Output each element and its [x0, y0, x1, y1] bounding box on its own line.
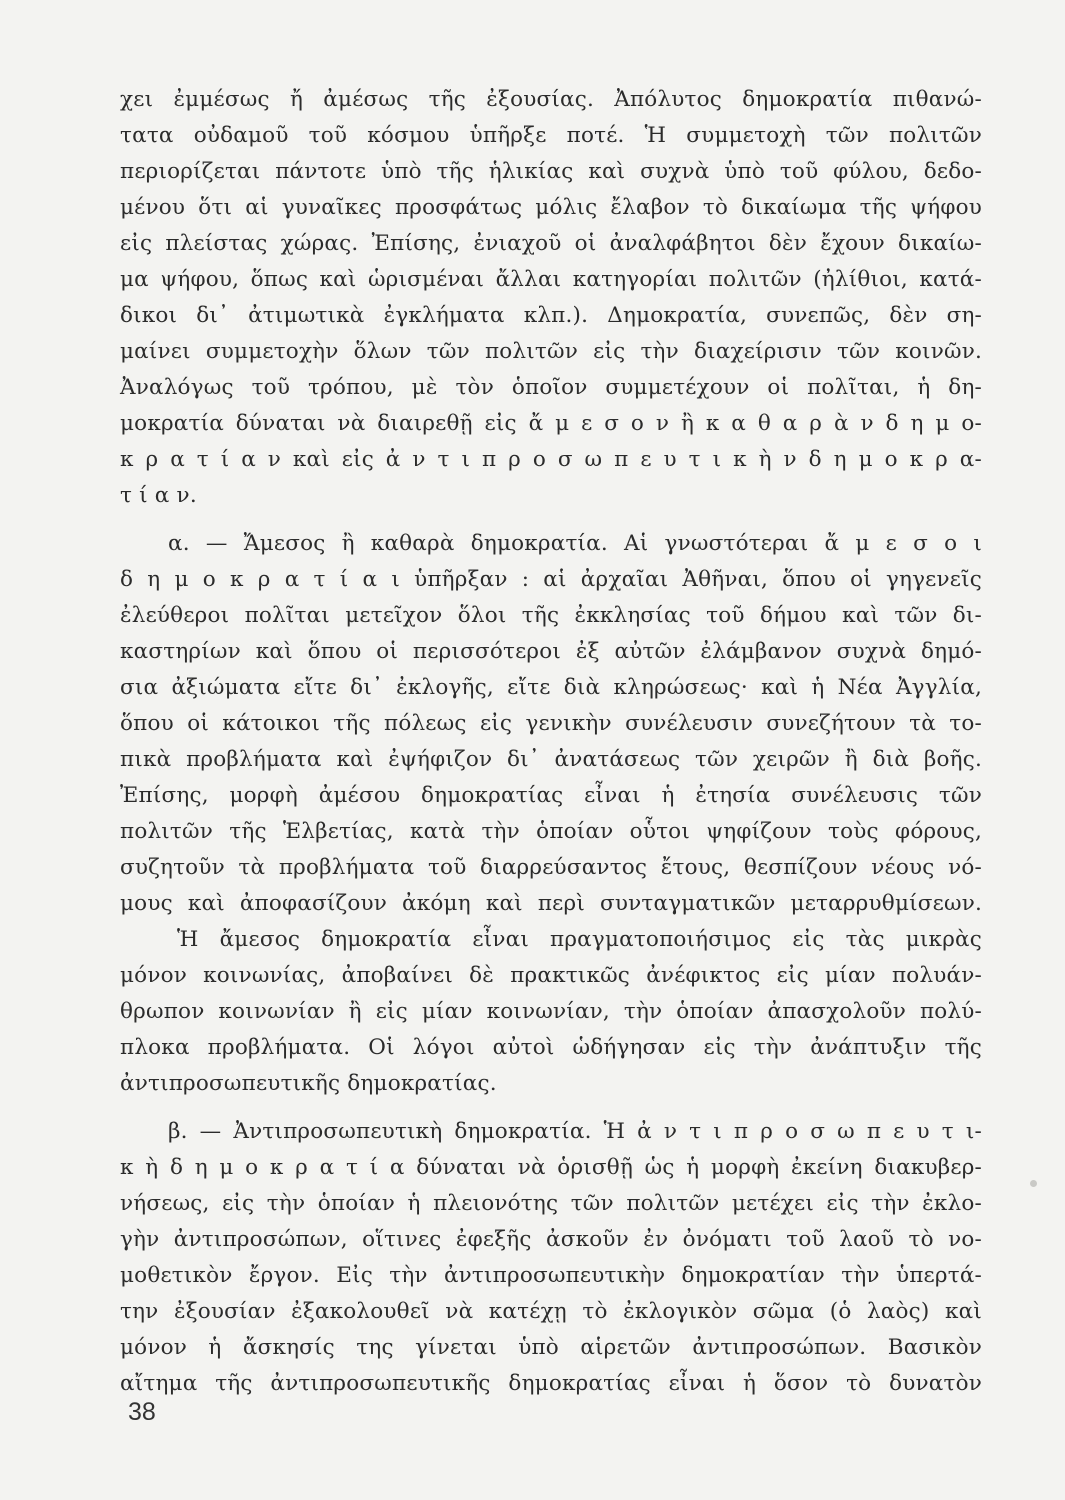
text-line: την ἐξουσίαν ἐξακολουθεῖ νὰ κατέχῃ τὸ ἐκλογικὸν σῶμα (ὁ λαὸς) καὶ	[120, 1299, 982, 1324]
text-line: ὅπου οἱ κάτοικοι τῆς πόλεως εἰς γενικὴν συνέλευσιν συνεζήτουν τὰ το-	[120, 711, 982, 736]
text-line: Ἡ ἄμεσος δημοκρατία εἶναι πραγματοποιήσιμος εἰς τὰς μικρὰς	[177, 927, 982, 952]
text-line: τατα οὐδαμοῦ τοῦ κόσμου ὑπῆρξε ποτέ. Ἡ συμμετοχὴ τῶν πολιτῶν	[120, 123, 982, 148]
text-line: τ ί α ν.	[120, 483, 197, 508]
text-line: Ἀναλόγως τοῦ τρόπου, μὲ τὸν ὁποῖον συμμετέχουν οἱ πολῖται, ἡ δη-	[120, 375, 982, 400]
page-number: 38	[128, 1398, 156, 1426]
text-line: καστηρίων καὶ ὅπου οἱ περισσότεροι ἐξ αὐτῶν ἐλάμβανον συχνὰ δημό-	[120, 639, 982, 664]
text-line: δ η μ ο κ ρ α τ ί α ι ὑπῆρξαν : αἱ ἀρχαῖαι Ἀθῆναι, ὅπου οἱ γηγενεῖς	[120, 567, 982, 592]
text-line: πλοκα προβλήματα. Οἱ λόγοι αὐτοὶ ὡδήγησαν εἰς τὴν ἀνάπτυξιν τῆς	[120, 1035, 982, 1060]
text-line: μόνον κοινωνίας, ἀποβαίνει δὲ πρακτικῶς ἀνέφικτος εἰς μίαν πολυάν-	[120, 963, 982, 988]
text-line: μένου ὅτι αἱ γυναῖκες προσφάτως μόλις ἔλαβον τὸ δικαίωμα τῆς ψήφου	[120, 195, 982, 220]
text-line: γὴν ἀντιπροσώπων, οἵτινες ἐφεξῆς ἀσκοῦν ἐν ὀνόματι τοῦ λαοῦ τὸ νο-	[120, 1227, 982, 1252]
section-heading-alpha: α. — Ἄμεσος ἢ καθαρὰ δημοκρατία. Αἱ γνωστότεραι ἄ μ ε σ ο ι	[168, 531, 982, 556]
text-line: μους καὶ ἀποφασίζουν ἀκόμη καὶ περὶ συνταγματικῶν μεταρρυθμίσεων.	[120, 891, 982, 916]
text-line: μα ψήφου, ὅπως καὶ ὡρισμέναι ἄλλαι κατηγορίαι πολιτῶν (ἠλίθιοι, κατά-	[120, 267, 982, 292]
text-line: κ ρ α τ ί α ν καὶ εἰς ἀ ν τ ι π ρ ο σ ω π ε υ τ ι κ ὴ ν δ η μ ο κ ρ α-	[120, 447, 982, 472]
text-line: χει ἐμμέσως ἤ ἀμέσως τῆς ἐξουσίας. Ἀπόλυτος δημοκρατία πιθανώ-	[120, 87, 982, 112]
text-line: αἴτημα τῆς ἀντιπροσωπευτικῆς δημοκρατίας εἶναι ἡ ὅσον τὸ δυνατὸν	[120, 1371, 982, 1396]
text-line: νήσεως, εἰς τὴν ὁποίαν ἡ πλειονότης τῶν πολιτῶν μετέχει εἰς τὴν ἐκλο-	[120, 1191, 982, 1216]
text-line: δικοι δι᾽ ἀτιμωτικὰ ἐγκλήματα κλπ.). Δημοκρατία, συνεπῶς, δὲν ση-	[120, 303, 982, 328]
text-line: μόνον ἡ ἄσκησίς της γίνεται ὑπὸ αἱρετῶν ἀντιπροσώπων. Βασικὸν	[120, 1335, 982, 1360]
text-line: ἀντιπροσωπευτικῆς δημοκρατίας.	[120, 1071, 497, 1096]
text-line: θρωπον κοινωνίαν ἢ εἰς μίαν κοινωνίαν, τὴν ὁποίαν ἀπασχολοῦν πολύ-	[120, 999, 982, 1024]
text-line: κ ὴ δ η μ ο κ ρ α τ ί α δύναται νὰ ὁρισθῇ ὡς ἡ μορφὴ ἐκείνη διακυβερ-	[120, 1155, 982, 1180]
text-line: σια ἀξιώματα εἴτε δι᾽ ἐκλογῆς, εἴτε διὰ κληρώσεως· καὶ ἡ Νέα Ἀγγλία,	[120, 675, 982, 700]
text-line: πολιτῶν τῆς Ἑλβετίας, κατὰ τὴν ὁποίαν οὗτοι ψηφίζουν τοὺς φόρους,	[120, 819, 982, 844]
paper-speck	[1030, 1180, 1037, 1187]
text-line: πικὰ προβλήματα καὶ ἐψήφιζον δι᾽ ἀνατάσεως τῶν χειρῶν ἢ διὰ βοῆς.	[120, 747, 982, 772]
section-heading-beta: β. — Ἀντιπροσωπευτικὴ δημοκρατία. Ἡ ἀ ν τ ι π ρ ο σ ω π ε υ τ ι-	[168, 1119, 982, 1144]
text-line: ἐλεύθεροι πολῖται μετεῖχον ὅλοι τῆς ἐκκλησίας τοῦ δήμου καὶ τῶν δι-	[120, 603, 982, 628]
text-line: μαίνει συμμετοχὴν ὅλων τῶν πολιτῶν εἰς τὴν διαχείρισιν τῶν κοινῶν.	[120, 339, 982, 364]
text-line: μοθετικὸν ἔργον. Εἰς τὴν ἀντιπροσωπευτικὴν δημοκρατίαν τὴν ὑπερτά-	[120, 1263, 982, 1288]
text-line: μοκρατία δύναται νὰ διαιρεθῇ εἰς ἄ μ ε σ ο ν ἢ κ α θ α ρ ὰ ν δ η μ ο-	[120, 411, 982, 436]
text-line: περιορίζεται πάντοτε ὑπὸ τῆς ἡλικίας καὶ συχνὰ ὑπὸ τοῦ φύλου, δεδο-	[120, 159, 982, 184]
text-line: εἰς πλείστας χώρας. Ἐπίσης, ἐνιαχοῦ οἱ ἀναλφάβητοι δὲν ἔχουν δικαίω-	[120, 231, 982, 256]
text-line: Ἐπίσης, μορφὴ ἀμέσου δημοκρατίας εἶναι ἡ ἐτησία συνέλευσις τῶν	[120, 783, 982, 808]
text-line: συζητοῦν τὰ προβλήματα τοῦ διαρρεύσαντος ἔτους, θεσπίζουν νέους νό-	[120, 855, 982, 880]
